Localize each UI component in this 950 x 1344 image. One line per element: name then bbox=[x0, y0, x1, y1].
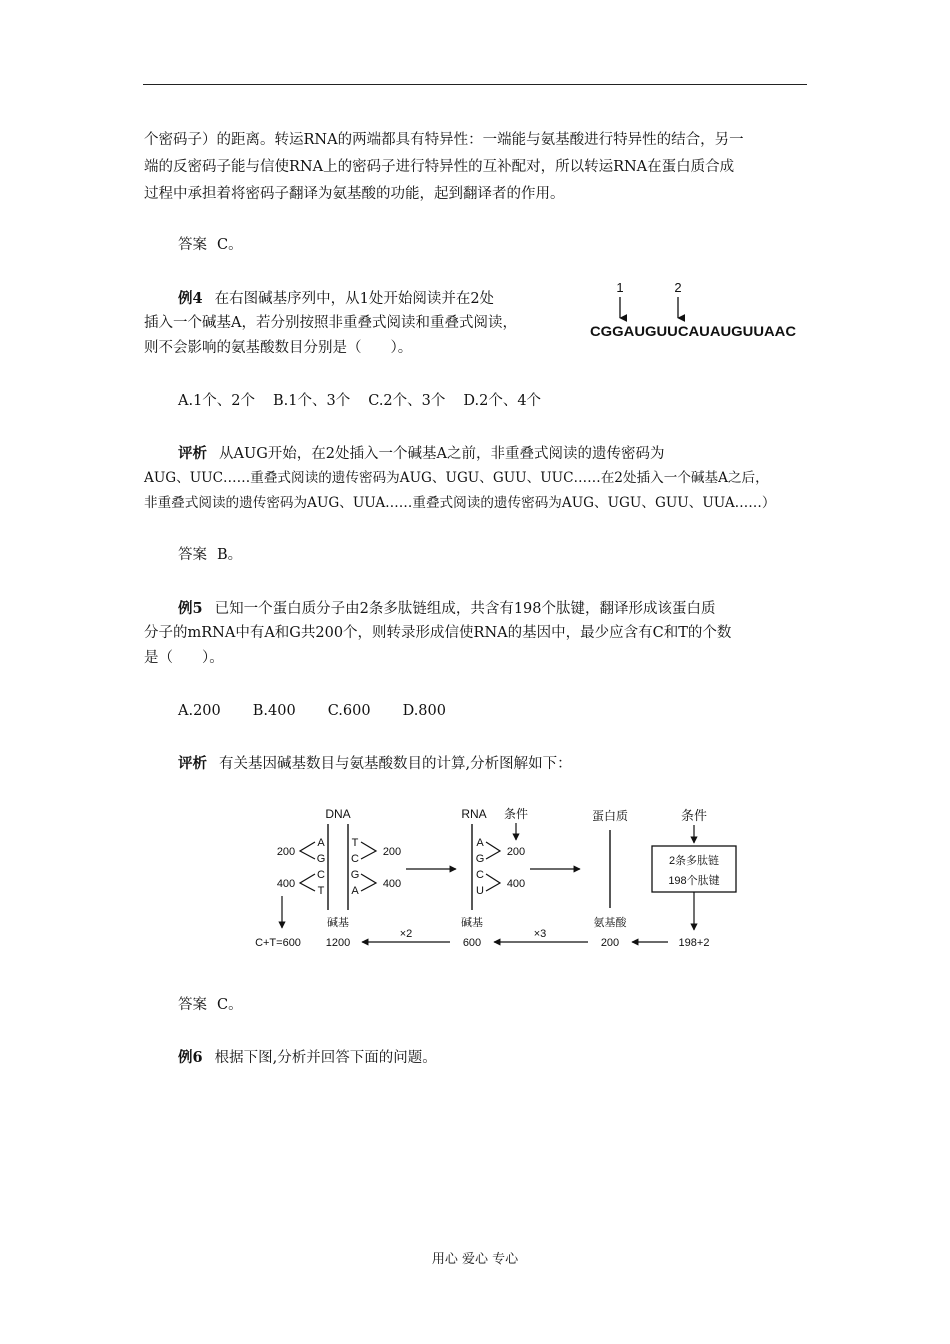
example-5-options bbox=[178, 699, 842, 724]
option-d: D.800 bbox=[402, 703, 446, 719]
rna-base: G bbox=[475, 853, 485, 865]
protein-label: 蛋白质 bbox=[591, 809, 629, 823]
rna-base: A bbox=[476, 837, 484, 849]
analysis-label: 评析 bbox=[178, 755, 207, 772]
example-5-line3: 是（ ）。 bbox=[144, 650, 224, 666]
option-c: C.2个、3个 bbox=[368, 393, 446, 409]
peptide-bonds: 198个肽键 bbox=[668, 875, 720, 887]
paragraph-line: 端的反密码子能与信使RNA上的密码子进行特异性的互补配对，所以转运RNA在蛋白质合成 bbox=[144, 159, 735, 175]
condition-label: 条件 bbox=[503, 807, 529, 821]
dna-left-base: G bbox=[316, 853, 326, 865]
option-a: A.1个、2个 bbox=[178, 393, 256, 409]
ct-total: C+T=600 bbox=[255, 937, 301, 949]
example-4-line3: 则不会影响的氨基酸数目分别是（ ）。 bbox=[144, 340, 413, 356]
example-6-label: 例6 bbox=[178, 1049, 203, 1066]
option-b: B.1个、3个 bbox=[273, 393, 351, 409]
position-2-label: 2 bbox=[674, 280, 682, 295]
example-5-analysis: 评析 有关基因碱基数目与氨基酸数目的计算,分析图解如下： bbox=[178, 755, 572, 772]
answer-2: 答案 B。 bbox=[178, 547, 243, 563]
bracket bbox=[300, 842, 315, 859]
polypeptide-chains: 2条多肽链 bbox=[668, 855, 720, 867]
example-4-analysis-line3: 非重叠式阅读的遗传密码为AUG、UUA……重叠式阅读的遗传密码为AUG、UGU、GUU、UUA……） bbox=[144, 495, 776, 511]
count-label: 200 bbox=[506, 846, 526, 858]
position-1-label: 1 bbox=[616, 280, 624, 295]
multiplier-label: ×2 bbox=[399, 928, 413, 940]
count-label: 400 bbox=[506, 878, 526, 890]
dna-right-base: C bbox=[351, 853, 359, 865]
count-label: 200 bbox=[276, 846, 296, 858]
page-footer: 用心 爱心 专心 bbox=[431, 1252, 519, 1267]
rna-base: C bbox=[476, 869, 484, 881]
example-4-analysis-line1: 评析 从AUG开始，在2处插入一个碱基A之前，非重叠式阅读的遗传密码为 bbox=[178, 445, 665, 462]
dna-right-base: T bbox=[351, 837, 359, 849]
base-sequence-figure bbox=[586, 278, 806, 348]
example-4-label: 例4 bbox=[178, 290, 203, 307]
analysis-label: 评析 bbox=[178, 445, 207, 462]
example-4-line2: 插入一个碱基A，若分别按照非重叠式阅读和重叠式阅读， bbox=[144, 315, 517, 331]
paragraph-line: 过程中承担着将密码子翻译为氨基酸的功能，起到翻译者的作用。 bbox=[144, 186, 565, 202]
gene-calculation-diagram bbox=[255, 800, 720, 960]
base-sequence: CGGAUGUUCAUAUGUUAAC bbox=[590, 324, 797, 339]
bracket bbox=[486, 842, 500, 859]
dna-right-base: A bbox=[351, 885, 359, 897]
example-5-label: 例5 bbox=[178, 600, 203, 617]
rna-base-label: 碱基 bbox=[461, 917, 483, 929]
example-4-line1: 例4 在右图碱基序列中，从1处开始阅读并在2处 bbox=[178, 290, 495, 307]
bracket bbox=[300, 874, 315, 891]
paragraph-line: 个密码子）的距离。转运RNA的两端都具有特异性：一端能与氨基酸进行特异性的结合，另一 bbox=[144, 132, 744, 148]
example-5-line2: 分子的mRNA中有A和G共200个，则转录形成信使RNA的基因中，最少应含有C和T的个数 bbox=[144, 625, 732, 641]
example-4-analysis-line2: AUG、UUC……重叠式阅读的遗传密码为AUG、UGU、GUU、UUC……在2处插入一个碱基A之后， bbox=[144, 470, 769, 486]
rna-base: U bbox=[476, 885, 484, 897]
rna-label: RNA bbox=[461, 807, 487, 821]
sum-label: 198+2 bbox=[678, 937, 710, 949]
example-5-line1: 例5 已知一个蛋白质分子由2条多肽链组成，共含有198个肽键，翻译形成该蛋白质 bbox=[178, 600, 716, 617]
example-6: 例6 根据下图,分析并回答下面的问题。 bbox=[178, 1049, 437, 1066]
dna-base-count: 1200 bbox=[325, 937, 351, 949]
dna-label: DNA bbox=[325, 807, 351, 821]
count-label: 400 bbox=[276, 878, 296, 890]
dna-base-label: 碱基 bbox=[327, 917, 349, 929]
dna-left-base: A bbox=[317, 837, 325, 849]
bracket bbox=[486, 874, 500, 891]
option-d: D.2个、4个 bbox=[463, 393, 542, 409]
option-a: A.200 bbox=[178, 703, 221, 719]
multiplier-label: ×3 bbox=[533, 928, 547, 940]
dna-left-base: T bbox=[317, 885, 325, 897]
dna-left-base: C bbox=[317, 869, 325, 881]
amino-acid-label: 氨基酸 bbox=[593, 917, 627, 929]
option-b: B.400 bbox=[252, 703, 296, 719]
rna-base-count: 600 bbox=[462, 937, 482, 949]
amino-acid-count: 200 bbox=[600, 937, 620, 949]
count-label: 400 bbox=[382, 878, 402, 890]
dna-right-base: G bbox=[350, 869, 360, 881]
condition-label: 条件 bbox=[680, 808, 708, 823]
answer-1: 答案 C。 bbox=[178, 237, 243, 253]
bracket bbox=[361, 842, 376, 859]
count-label: 200 bbox=[382, 846, 402, 858]
option-c: C.600 bbox=[327, 703, 371, 719]
header-rule bbox=[143, 84, 807, 85]
bracket bbox=[361, 874, 376, 891]
answer-3: 答案 C。 bbox=[178, 997, 243, 1013]
example-4-options bbox=[178, 389, 842, 414]
